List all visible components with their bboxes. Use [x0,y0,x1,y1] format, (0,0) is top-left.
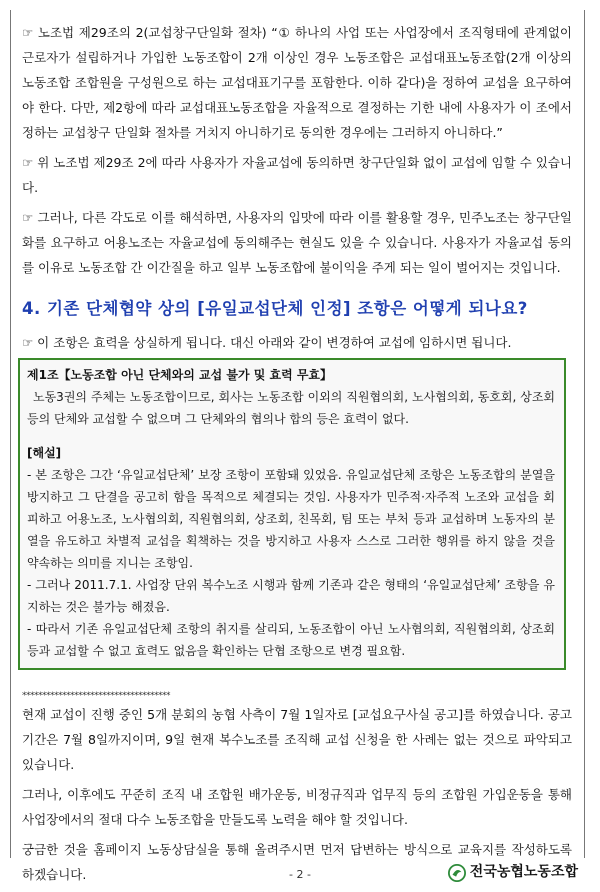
explanation-item-2: - 그러나 2011.7.1. 사업장 단위 복수노조 시행과 함께 기존과 같은 형태의 ‘유일교섭단체’ 조항을 유지하는 것은 불가능 해졌음. [27,578,555,614]
section-4-heading: 4. 기존 단체협약 상의 [유일교섭단체 인정] 조항은 어떻게 되나요? [22,299,528,318]
intro-paragraph-3: ☞ 그러나, 다른 각도로 이를 해석하면, 사용자의 입맛에 따라 이를 활용할 경우, 민주노조는 창구단일화를 요구하고 어용노조는 자율교섭에 동의해주는 현실도 있을 수 있습니다. 사용자가 자율교섭 동의를 이유로 노동조합 간 이간질을 하고 일부 노동조합에 불이익을 주게 되는 일이 벌어지는 것입니다. [22,210,572,275]
explanation-item-3: - 따라서 기존 유일교섭단체 조항의 취지를 살리되, 노동조합이 아닌 노사협의회, 직원협의회, 상조회 등과 교섭할 수 없고 효력도 없음을 확인하는 단협 조항으로 변경 필요함. [27,622,555,658]
closing-paragraph-3: 궁금한 것을 홈페이지 노동상담실을 통해 올려주시면 먼저 답변하는 방식으로 교육지를 작성하도록 하겠습니다. [22,842,572,882]
union-emblem-icon [448,864,466,882]
explanation-item-1: - 본 조항은 그간 ‘유일교섭단체’ 보장 조항이 포함돼 있었음. 유일교섭단체 조항은 노동조합의 분열을 방지하고 그 단결을 공고히 함을 목적으로 체결되는 것임. 사용자가 민주적·자주적 노조와 교섭을 회피하고 어용노조, 노사협의회, 직원협의회, 상조회, 친목회, 팀 또는 부처 등과 교섭하며 노동자의 분열을 유도하고 차별적 교섭을 획책하는 것을 방지하고 사용자 스스로 그러한 행위를 하지 않을 것을 약속하는 의미를 지니는 조항임. [27,468,555,570]
union-logo [448,860,578,885]
box-spacer [27,430,555,442]
page-content [22,20,572,892]
intro-paragraph-2: ☞ 위 노조법 제29조 2에 따라 사용자가 자율교섭에 동의하면 창구단일화 없이 교섭에 임할 수 있습니다. [22,155,572,195]
intro-paragraph-1: ☞ 노조법 제29조의 2(교섭창구단일화 절차) “① 하나의 사업 또는 사업장에서 조직형태에 관계없이 근로자가 설립하거나 가입한 노동조합이 2개 이상인 경우 노동조합은 교섭대표노동조합(2개 이상의 노동조합 조합원을 구성원으로 하는 교섭대표기구를 포함한다. 이하 같다)을 정하여 교섭을 요구하여야 한다. 다만, 제2항에 따라 교섭대표노동조합을 자율적으로 결정하는 기한 내에 사용자가 이 조에서 정하는 교섭창구 단일화 절차를 거치지 아니하기로 동의한 경우에는 그러하지 아니하다.” [22,25,572,140]
article-box [18,358,566,670]
union-name: 전국농협노동조합 [469,864,578,880]
article-body: 노동3권의 주체는 노동조합이므로, 회사는 노동조합 이외의 직원협의회, 노사협의회, 동호회, 상조회 등의 단체와 교섭할 수 없으며 그 단체와의 협의나 합의 등은 효력이 없다. [27,390,555,426]
article-title: 제1조【노동조합 아닌 단체와의 교섭 불가 및 효력 무효】 [27,368,333,382]
separator-line: ************************************* [22,691,170,701]
section-4-lead: ☞ 이 조항은 효력을 상실하게 됩니다. 대신 아래와 같이 변경하여 교섭에 임하시면 됩니다. [22,335,512,350]
page-number: - 2 - [289,868,311,881]
closing-paragraph-2: 그러나, 이후에도 꾸준히 조직 내 조합원 배가운동, 비정규직과 업무직 등의 조합원 가입운동을 통해 사업장에서의 절대 다수 노동조합을 만들도록 노력을 해야 할 것입니다. [22,787,572,827]
closing-paragraph-1: 현재 교섭이 진행 중인 5개 분회의 농협 사측이 7월 1일자로 [교섭요구사실 공고]를 하였습니다. 공고 기간은 7월 8일까지이며, 9일 현재 복수노조를 조직해 교섭 신청을 한 사례는 없는 것으로 파악되고 있습니다. [22,707,572,772]
explanation-title: [해설] [27,446,62,460]
